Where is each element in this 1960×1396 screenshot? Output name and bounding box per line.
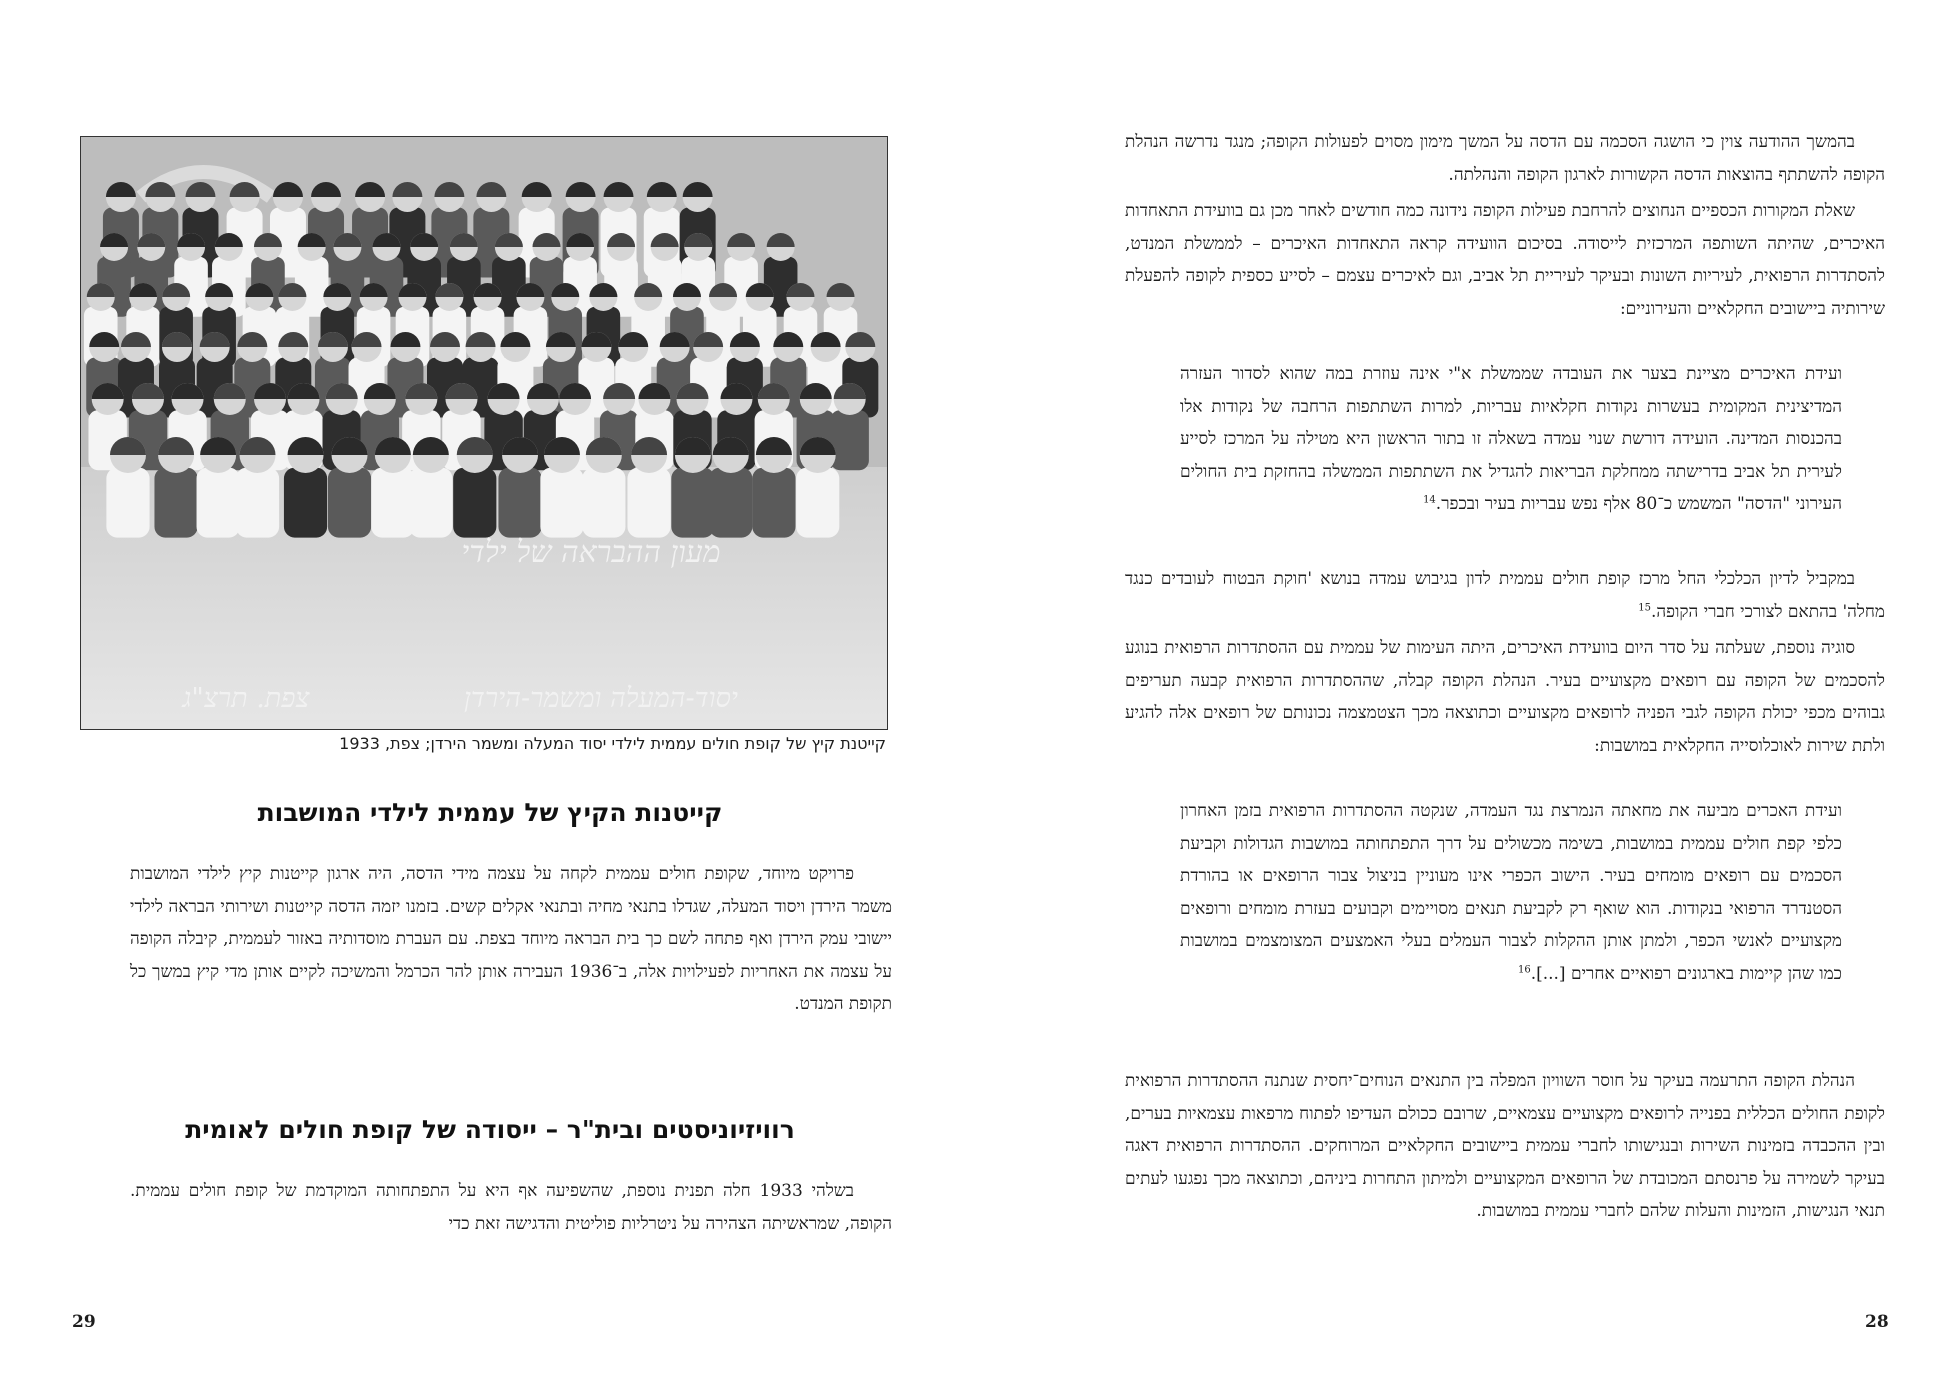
quote-1 <box>1180 358 1842 521</box>
photo-person-body <box>627 468 670 538</box>
photo-person-body <box>453 468 496 538</box>
photo-person-body <box>796 468 839 538</box>
footnote-15: 15 <box>1638 601 1651 613</box>
photo-person-body <box>830 410 868 470</box>
page-number-left: 29 <box>72 1312 96 1332</box>
photo-person-body <box>582 468 625 538</box>
photo-person-body <box>498 468 541 538</box>
group-photo <box>80 136 888 730</box>
photo-caption: קייטנת קיץ של קופת חולים עממית לילדי יסוד המעלה ומשמר הירדן; צפת, 1933 <box>339 734 886 753</box>
photo-person-body <box>409 468 452 538</box>
photo-person-body <box>371 468 414 538</box>
photo-person-body <box>752 468 795 538</box>
paragraph-4: סוגיה נוספת, שעלתה על סדר היום בוועידת האיכרים, היתה העימות של עממית עם ההסתדרות הרפואית בנוגע להסכמים של הקופה עם רופאים מקצועיים בעיר. הנהלת הקופה קבלה, שההסתדרות הרפואית קבעה תעריפים גבוהים מכפי יכולת הקופה לגבי הפניה לרופאים מקצועיים וכתוצאה מכך הצטמצמה נכונותם של רופאים אלה להגיע ולתת שירות לאוכלוסייה החקלאית במושבות: <box>1125 638 1885 756</box>
photo-person-body <box>540 468 583 538</box>
page-number-right: 28 <box>1865 1312 1889 1332</box>
photo-person-body <box>106 468 149 538</box>
footnote-16: 16 <box>1517 963 1531 975</box>
right-page <box>980 0 1960 1396</box>
photo-person-body <box>236 468 279 538</box>
quote-2-text: ועידת האכרים מביעה את מחאתה הנמרצת נגד העמדה, שנקטה ההסתדרות הרפואית בזמן האחרון כלפי קפת חולים עממית במושבות, בשימה מכשולים על דרך התפתחותה במושבות הגדולות וקביעת הסכמים עם רופאים מומחים בעיר. הישוב הכפרי אינו מעוניין בניצול צבור הרופאים או בהורדת הסטנדרד הרפואי בנקודות. הוא שואף רק לקביעת תנאים מסויימים וקבועים בעזרת מומחים ורופאים מקצועיים לאנשי הכפר, ולמתן אותן ההקלות לצבור העמלים בעלי האמצעים המצומצמים במושבות כמו שהן קיימות בארגונים רפואיים אחרים [...]. <box>1180 801 1842 984</box>
paragraph-3 <box>1125 563 1885 628</box>
paragraph-revisionists: בשלהי 1933 חלה תפנית נוספת, שהשפיעה אף היא על התפתחותה המוקדמת של קופת חולים עממית. הקופה, שמראשיתה הצהירה על ניטרליות פוליטית והדגישה זאת כדי <box>130 1181 892 1234</box>
photo-person-body <box>671 468 714 538</box>
quote-1-text: ועידת האיכרים מציינת בצער את העובדה שממשלת א"י אינה עוזרת במה שהוא לסדור העזרה המדיצינית המקומית בעשרות נקודות חקלאיות עבריות, למרות השתתפות הרחבה של נקודות אלו בהכנסות המדינה. הועידה דורשת שנוי עמדה בשאלה זו בתור הראשון היא מטילה על המרכז לסייע לעירית תל אביב בדרישתה ממחלקת הבריאות להגדיל את השתתפות הממשלה בהחזקת בית החולים העירוני "הדסה" המשמש כ־80 אלף נפש עבריות בעיר ובכפר. <box>1180 364 1842 514</box>
handwriting-place: צפת. תרצ"ג <box>182 683 310 714</box>
photo-person-body <box>709 468 752 538</box>
paragraph-summer-camps: פרויקט מיוחד, שקופת חולים עממית לקחה על עצמה מידי הדסה, היה ארגון קייטנות קיץ לילדי המושבות משמר הירדן ויסוד המעלה, שגדלו בתנאי מחיה ובתנאי אקלים קשים. בזמנו יזמה הדסה קייטנות ושירותי הבראה לילדי יישובי עמק הירדן ואף פתחה לשם כך בית הבראה מיוחד בצפת. עם העברת מוסדותיה באזור לעממית, קיבלה הקופה על עצמה את האחריות לפעילויות אלה, ב־1936 העבירה אותן להר הכרמל והמשיכה לקיים אותן מדי קיץ במשך כל תקופת המנדט. <box>130 864 893 1014</box>
photo-person-body <box>284 468 327 538</box>
paragraph-2: שאלת המקורות הכספיים הנחוצים להרחבת פעילות הקופה נידונה כמה חודשים לאחר מכן גם בוועידת התאחדות האיכרים, שהיתה השותפה המרכזית לייסודה. בסיכום הוועידה קראה התאחדות האיכרים – לממשלת המנדט, להסתדרות הרפואית, לעיריות השונות ובעיקר לעיריית תל אביב, וגם לאיכרים עצמם – לסייע כספית לקופה להפעלת שירותיה ביישובים החקלאיים והעירוניים: <box>1125 201 1885 319</box>
handwriting-line2: יסוד-המעלה ומשמר-הירדן <box>464 683 738 714</box>
paragraph-3-text: במקביל לדיון הכלכלי החל מרכז קופת חולים עממית לדון בגיבוש עמדה בנושא 'חוקת הבטוח לעובדים כנגד מחלה' בהתאם לצורכי חברי הקופה. <box>1125 569 1885 622</box>
quote-2 <box>1180 795 1842 990</box>
footnote-14: 14 <box>1423 494 1436 506</box>
section-heading-summer-camps: קייטנות הקיץ של עממית לילדי המושבות <box>257 798 723 827</box>
group-photo-drawing <box>81 137 887 729</box>
handwriting-line1: מעון ההבראה של ילדי <box>461 535 721 570</box>
paragraph-1: בהמשך ההודעה צוין כי הושגה הסכמה עם הדסה על המשך מימון מסוים לפעולות הקופה; מנגד נדרשה הנהלת הקופה להשתתף בהוצאות הדסה הקשורות לארגון הקופה והנהלתה. <box>1125 132 1885 185</box>
section-heading-revisionists: רוויזיוניסטים ובית"ר – ייסודה של קופת חולים לאומית <box>185 1115 795 1144</box>
photo-person-body <box>154 468 197 538</box>
photo-person-body <box>197 468 240 538</box>
paragraph-5: הנהלת הקופה התרעמה בעיקר על חוסר השוויון המפלה בין התנאים הנוחים־יחסית שנתנה ההסתדרות הרפואית לקופת החולים הכללית בפנייה לרופאים מקצועיים עצמאיים, שרובם ככולם העדיפו לפתוח מרפאות עצמאיות בערים, ובין ההכבדה בזמינות השירות ובנגישותו לחברי עממית ביישובים החקלאיים המרוחקים. ההסתדרות הרפואית דאגה בעיקר לשמירה על פרנסתם המכובדת של הרופאים המקצועיים ולמיתון התחרות ביניהם, וכתוצאה מכך נפגעו לעתים תנאי הנגישות, הזמינות והעלות שלהם לחברי עממית במושבות. <box>1125 1071 1885 1221</box>
photo-person-body <box>328 468 371 538</box>
